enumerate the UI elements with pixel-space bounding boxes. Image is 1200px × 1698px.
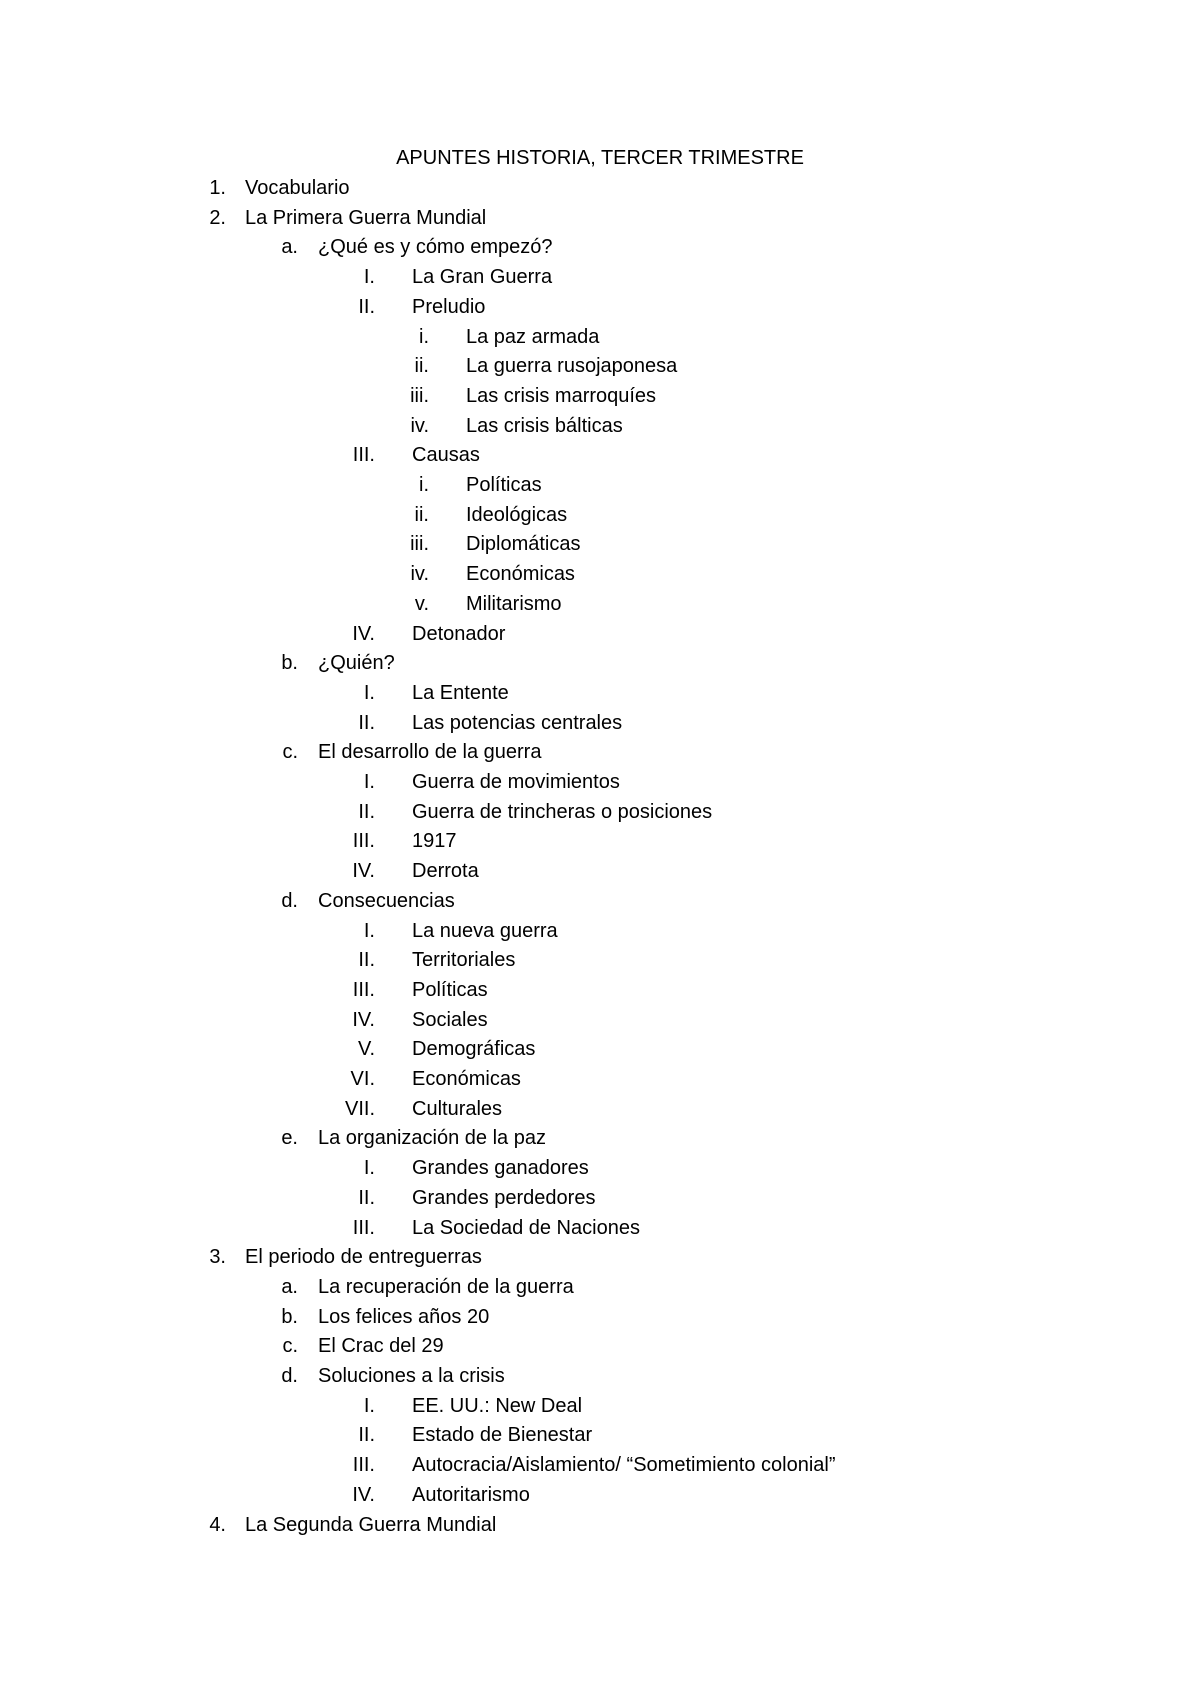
outline-item-text: Diplomáticas	[466, 533, 581, 555]
outline-item-text: Grandes perdedores	[412, 1187, 596, 1209]
outline-item-text: La Entente	[412, 682, 509, 704]
outline-item-marker: II.	[358, 801, 375, 823]
outline-item-marker: a.	[281, 1276, 298, 1298]
outline-item-marker: VII.	[344, 1098, 375, 1120]
outline-item-marker: a.	[281, 236, 298, 258]
outline-item-text: Políticas	[412, 979, 488, 1001]
outline-item-marker: i.	[419, 326, 429, 348]
outline-item-marker: c.	[282, 741, 298, 763]
outline-item-marker: c.	[282, 1335, 298, 1357]
outline-item-text: La Sociedad de Naciones	[412, 1217, 640, 1239]
outline-item-text: Económicas	[412, 1068, 521, 1090]
outline-item-text: Políticas	[466, 474, 542, 496]
outline-item-text: La organización de la paz	[318, 1127, 546, 1149]
outline-item-text: Causas	[412, 444, 480, 466]
outline-item-text: Soluciones a la crisis	[318, 1365, 505, 1387]
outline-item-marker: 3.	[209, 1246, 226, 1268]
outline-item-marker: III.	[352, 1217, 375, 1239]
outline-item-marker: 4.	[209, 1514, 226, 1536]
outline-item-text: El periodo de entreguerras	[245, 1246, 482, 1268]
outline-item-marker: iv.	[410, 415, 429, 437]
outline-item-text: Guerra de movimientos	[412, 771, 620, 793]
outline-item-text: Detonador	[412, 623, 506, 645]
outline-item-marker: ii.	[414, 504, 429, 526]
outline-item-text: 1917	[412, 830, 457, 852]
outline-item-marker: d.	[281, 1365, 298, 1387]
outline-item-marker: I.	[363, 1395, 375, 1417]
outline-item-text: Vocabulario	[245, 177, 350, 199]
outline-item-marker: iii.	[410, 385, 429, 407]
outline-item-text: Sociales	[412, 1009, 488, 1031]
outline-item-text: Las potencias centrales	[412, 712, 623, 734]
outline-item-marker: III.	[352, 1454, 375, 1476]
outline-item-marker: iv.	[410, 563, 429, 585]
outline-item-text: Territoriales	[412, 949, 516, 971]
outline-item-marker: I.	[363, 682, 375, 704]
outline-item-marker: III.	[352, 444, 375, 466]
outline-item-text: Los felices años 20	[318, 1306, 490, 1328]
outline-item-text: El desarrollo de la guerra	[318, 741, 542, 763]
outline-item-text: ¿Qué es y cómo empezó?	[318, 236, 553, 258]
outline-item-text: La recuperación de la guerra	[318, 1276, 574, 1298]
outline-item-text: Derrota	[412, 860, 479, 882]
outline-item-marker: I.	[363, 266, 375, 288]
outline-item-text: Las crisis bálticas	[466, 415, 623, 437]
outline-item-marker: IV.	[352, 1484, 375, 1506]
outline-item-marker: I.	[363, 920, 375, 942]
outline-item-text: Preludio	[412, 296, 486, 318]
outline-item-marker: II.	[358, 296, 375, 318]
outline-item-marker: IV.	[352, 1009, 375, 1031]
outline-item-text: Las crisis marroquíes	[466, 385, 657, 407]
outline-item-text: Autocracia/Aislamiento/ “Sometimiento colonial”	[412, 1454, 836, 1476]
outline-item-marker: e.	[281, 1127, 298, 1149]
outline-item-text: La paz armada	[466, 326, 600, 348]
outline-item-text: ¿Quién?	[318, 652, 395, 674]
outline-item-text: Ideológicas	[466, 504, 568, 526]
outline-item-marker: II.	[358, 712, 375, 734]
outline-item-text: Grandes ganadores	[412, 1157, 589, 1179]
outline-item-text: Autoritarismo	[412, 1484, 530, 1506]
outline-item-marker: VI.	[350, 1068, 375, 1090]
outline-item-marker: IV.	[352, 860, 375, 882]
outline-item-marker: II.	[358, 949, 375, 971]
outline-item-marker: d.	[281, 890, 298, 912]
outline-item-text: Culturales	[412, 1098, 503, 1120]
outline-item-marker: II.	[358, 1424, 375, 1446]
outline-item-text: La nueva guerra	[412, 920, 558, 942]
outline-item-marker: b.	[281, 652, 298, 674]
outline-item-text: Demográficas	[412, 1038, 536, 1060]
outline-item-marker: V.	[357, 1038, 375, 1060]
outline-item-marker: I.	[363, 1157, 375, 1179]
outline-item-marker: b.	[281, 1306, 298, 1328]
outline-item-marker: I.	[363, 771, 375, 793]
outline-item-marker: 1.	[209, 177, 226, 199]
outline-item-marker: III.	[352, 979, 375, 1001]
outline-item-text: Económicas	[466, 563, 575, 585]
outline-item-text: Consecuencias	[318, 890, 455, 912]
document-title: APUNTES HISTORIA, TERCER TRIMESTRE	[396, 147, 804, 169]
outline-item-text: La Primera Guerra Mundial	[245, 207, 487, 229]
outline-item-text: El Crac del 29	[318, 1335, 444, 1357]
outline-item-text: La guerra rusojaponesa	[466, 355, 678, 377]
outline-item-marker: II.	[358, 1187, 375, 1209]
outline-item-text: Guerra de trincheras o posiciones	[412, 801, 713, 823]
outline-item-text: Estado de Bienestar	[412, 1424, 593, 1446]
outline-item-marker: ii.	[414, 355, 429, 377]
outline-item-text: La Gran Guerra	[412, 266, 553, 288]
outline-item-text: La Segunda Guerra Mundial	[245, 1514, 497, 1536]
outline-item-marker: III.	[352, 830, 375, 852]
outline-item-marker: 2.	[209, 207, 226, 229]
outline-item-text: Militarismo	[466, 593, 562, 615]
outline-item-marker: v.	[414, 593, 429, 615]
outline-item-marker: iii.	[410, 533, 429, 555]
outline-item-marker: IV.	[352, 623, 375, 645]
outline-item-marker: i.	[419, 474, 429, 496]
outline-item-text: EE. UU.: New Deal	[412, 1395, 583, 1417]
